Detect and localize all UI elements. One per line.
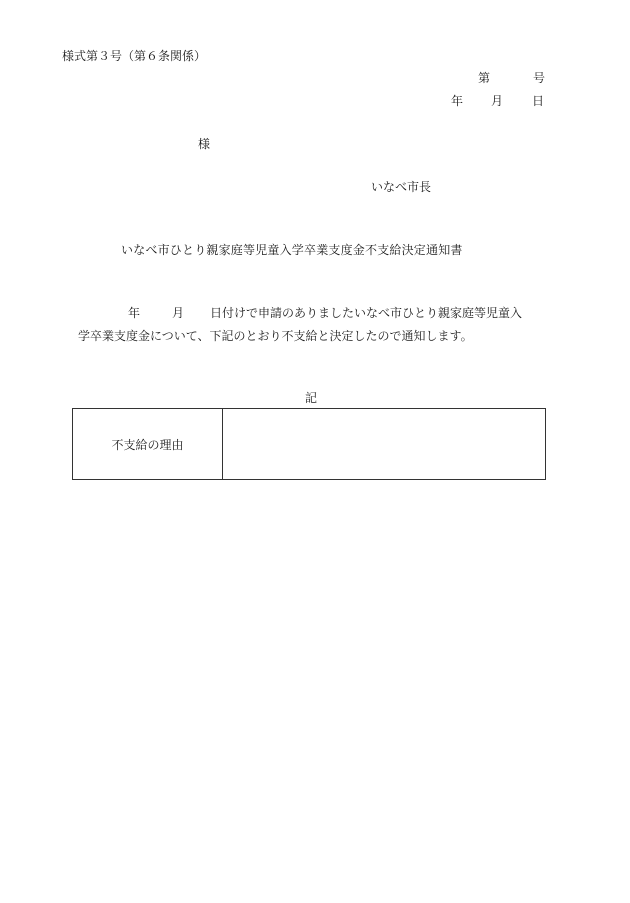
sender-mayor: いなべ市長 bbox=[371, 180, 432, 194]
body-line-1-text: 日付けで申請のありましたいなべ市ひとり親家庭等児童入 bbox=[210, 306, 523, 320]
addressee-honorific: 様 bbox=[198, 137, 211, 151]
body-month-label: 月 bbox=[172, 306, 185, 320]
body-year-label: 年 bbox=[128, 306, 141, 320]
document-number-label-dai: 第 bbox=[478, 71, 491, 85]
body-paragraph-line-2: 学卒業支度金について、下記のとおり不支給と決定したので通知します。 bbox=[78, 329, 473, 343]
reason-value-cell bbox=[223, 409, 545, 479]
document-number-label-go: 号 bbox=[533, 71, 546, 85]
reason-table bbox=[72, 408, 546, 480]
date-month-label: 月 bbox=[491, 94, 504, 108]
document-title: いなべ市ひとり親家庭等児童入学卒業支度金不支給決定通知書 bbox=[121, 243, 463, 257]
reason-label-cell bbox=[73, 409, 223, 479]
date-day-label: 日 bbox=[532, 94, 545, 108]
reason-label: 不支給の理由 bbox=[111, 437, 184, 452]
note-heading: 記 bbox=[305, 391, 318, 405]
body-paragraph-line-1 bbox=[128, 307, 522, 319]
date-year-label: 年 bbox=[451, 94, 464, 108]
form-number: 様式第３号（第６条関係） bbox=[62, 49, 207, 63]
